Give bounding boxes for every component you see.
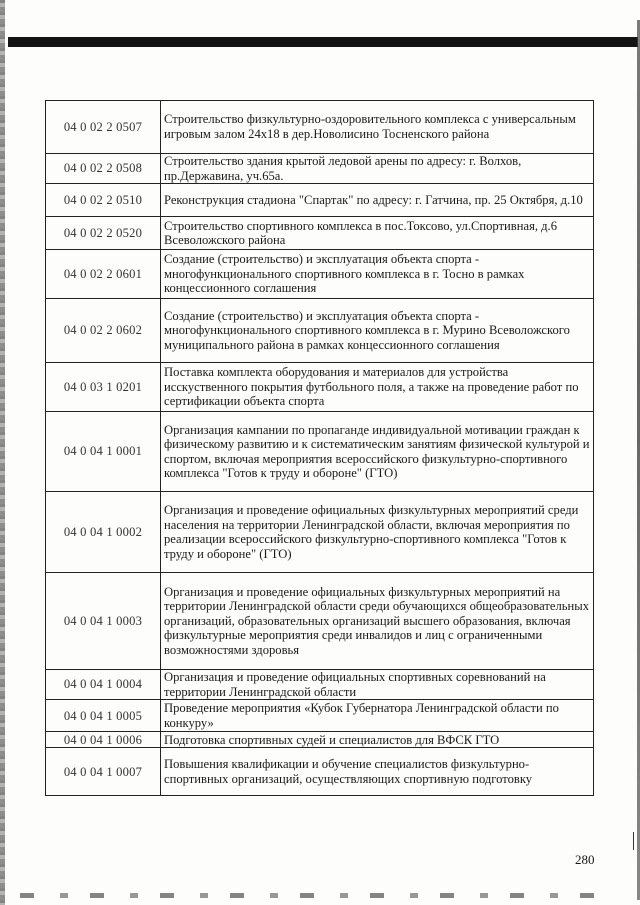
table-row — [46, 748, 594, 796]
table-row — [46, 299, 594, 363]
margin-mark — [633, 832, 634, 850]
table-row — [46, 492, 594, 573]
row-code: 04 0 02 2 0508 — [46, 154, 161, 184]
table-row — [46, 184, 594, 217]
row-code: 04 0 04 1 0005 — [46, 700, 161, 732]
row-description: Строительство физкультурно-оздоровительного комплекса с универсальным игровым залом 24х18 в дер.Новолисино Тосненского района — [161, 101, 594, 154]
scan-top-bar — [8, 37, 638, 47]
row-description: Организация и проведение официальных спортивных соревнований на территории Ленинградской области — [161, 670, 594, 700]
row-description: Организация и проведение официальных физкультурных мероприятий на территории Ленинградской области среди обучающихся общеобразовательных организаций, образовательных организаций высшего образования, включая физкультурные мероприятия среди инвалидов и лиц с ограниченными возможностями здоровья — [161, 573, 594, 670]
table-row — [46, 732, 594, 748]
table-row — [46, 700, 594, 732]
row-code: 04 0 02 2 0601 — [46, 250, 161, 299]
table-row — [46, 670, 594, 700]
row-code: 04 0 02 2 0510 — [46, 184, 161, 217]
row-description: Организация и проведение официальных физкультурных мероприятий среди населения на территории Ленинградской области, включая мероприятия по реализации всероссийского физкультурно-спортивного комплекса "Готов к труду и обороне" (ГТО) — [161, 492, 594, 573]
row-code: 04 0 04 1 0006 — [46, 732, 161, 748]
row-code: 04 0 04 1 0007 — [46, 748, 161, 796]
page-number: 280 — [575, 852, 595, 867]
row-description: Проведение мероприятия «Кубок Губернатора Ленинградской области по конкуру» — [161, 700, 594, 732]
row-description: Повышения квалификации и обучение специалистов физкультурно-спортивных организаций, осуществляющих спортивную подготовку — [161, 748, 594, 796]
row-code: 04 0 04 1 0002 — [46, 492, 161, 573]
row-code: 04 0 04 1 0001 — [46, 412, 161, 492]
table-body — [46, 101, 594, 796]
row-description: Организация кампании по пропаганде индивидуальной мотивации граждан к физическому развитию и к систематическим занятиям физической культурой и спортом, включая мероприятия всероссийского физкультурно-спортивного комплекса "Готов к труду и обороне" (ГТО) — [161, 412, 594, 492]
row-description: Создание (строительство) и эксплуатация объекта спорта - многофункционального спортивного комплекса в г. Мурино Всеволожского муниципального района в рамках концессионного соглашения — [161, 299, 594, 363]
row-code: 04 0 02 2 0520 — [46, 217, 161, 250]
row-code: 04 0 04 1 0003 — [46, 573, 161, 670]
table-row — [46, 154, 594, 184]
scan-bottom-edge — [20, 893, 620, 898]
row-code: 04 0 03 1 0201 — [46, 363, 161, 412]
row-description: Реконструкция стадиона "Спартак" по адресу: г. Гатчина, пр. 25 Октября, д.10 — [161, 184, 594, 217]
row-code: 04 0 02 2 0602 — [46, 299, 161, 363]
row-description: Строительство спортивного комплекса в пос.Токсово, ул.Спортивная, д.6 Всеволожского района — [161, 217, 594, 250]
row-description: Строительство здания крытой ледовой арены по адресу: г. Волхов, пр.Державина, уч.65а. — [161, 154, 594, 184]
row-description: Создание (строительство) и эксплуатация объекта спорта - многофункционального спортивного комплекса в г. Тосно в рамках концессионного соглашения — [161, 250, 594, 299]
table-row — [46, 217, 594, 250]
table-row — [46, 573, 594, 670]
row-description: Поставка комплекта оборудования и материалов для устройства исскуственного покрытия футбольного поля, а также на проведение работ по сертификации объекта спорта — [161, 363, 594, 412]
table-row — [46, 101, 594, 154]
row-code: 04 0 04 1 0004 — [46, 670, 161, 700]
row-description: Подготовка спортивных судей и специалистов для ВФСК ГТО — [161, 732, 594, 748]
table-row — [46, 412, 594, 492]
table-row — [46, 363, 594, 412]
budget-classification-table — [45, 100, 594, 796]
scan-left-edge — [0, 0, 5, 905]
row-code: 04 0 02 2 0507 — [46, 101, 161, 154]
table-row — [46, 250, 594, 299]
